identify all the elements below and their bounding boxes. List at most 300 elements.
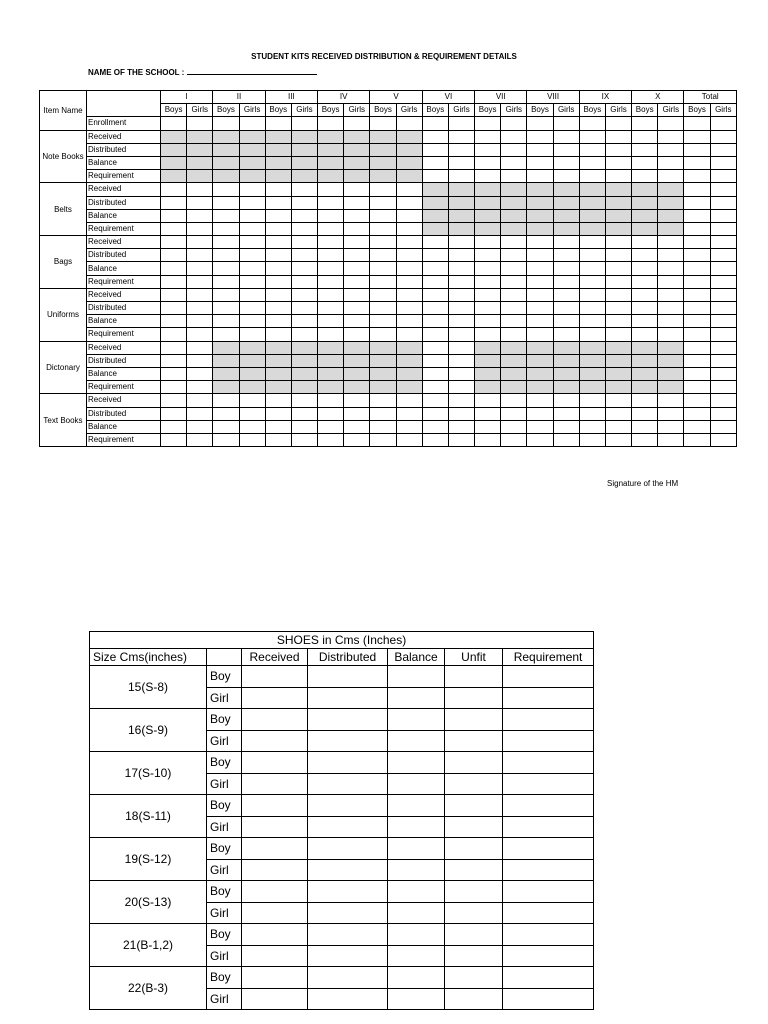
data-cell[interactable]	[239, 196, 265, 209]
data-cell[interactable]	[265, 236, 291, 249]
data-cell[interactable]	[318, 315, 344, 328]
data-cell[interactable]	[291, 433, 317, 446]
data-cell[interactable]	[579, 143, 605, 156]
shoes-cell[interactable]	[308, 881, 388, 903]
data-cell[interactable]	[370, 183, 396, 196]
data-cell[interactable]	[527, 275, 553, 288]
data-cell[interactable]	[475, 156, 501, 169]
data-cell[interactable]	[579, 275, 605, 288]
data-cell[interactable]	[501, 130, 527, 143]
data-cell[interactable]	[239, 433, 265, 446]
data-cell[interactable]	[475, 236, 501, 249]
data-cell[interactable]	[370, 275, 396, 288]
data-cell[interactable]	[422, 367, 448, 380]
data-cell[interactable]	[658, 143, 684, 156]
data-cell[interactable]	[161, 394, 187, 407]
shoes-cell[interactable]	[242, 752, 308, 774]
shoes-cell[interactable]	[503, 902, 594, 924]
data-cell[interactable]	[448, 143, 474, 156]
data-cell[interactable]	[344, 196, 370, 209]
data-cell[interactable]	[448, 341, 474, 354]
data-cell[interactable]	[396, 262, 422, 275]
data-cell[interactable]	[710, 328, 736, 341]
data-cell[interactable]	[684, 420, 710, 433]
data-cell[interactable]	[579, 328, 605, 341]
data-cell[interactable]	[239, 407, 265, 420]
data-cell[interactable]	[710, 236, 736, 249]
shoes-cell[interactable]	[308, 730, 388, 752]
data-cell[interactable]	[370, 249, 396, 262]
data-cell[interactable]	[291, 420, 317, 433]
data-cell[interactable]	[475, 433, 501, 446]
data-cell[interactable]	[161, 381, 187, 394]
data-cell[interactable]	[710, 354, 736, 367]
data-cell[interactable]	[553, 288, 579, 301]
data-cell[interactable]	[658, 433, 684, 446]
data-cell[interactable]	[632, 143, 658, 156]
data-cell[interactable]	[501, 315, 527, 328]
data-cell[interactable]	[213, 394, 239, 407]
data-cell[interactable]	[239, 249, 265, 262]
data-cell[interactable]	[370, 394, 396, 407]
data-cell[interactable]	[187, 328, 213, 341]
shoes-cell[interactable]	[445, 730, 503, 752]
shoes-cell[interactable]	[308, 859, 388, 881]
data-cell[interactable]	[605, 143, 631, 156]
shoes-cell[interactable]	[445, 967, 503, 989]
data-cell[interactable]	[396, 407, 422, 420]
data-cell[interactable]	[448, 130, 474, 143]
data-cell[interactable]	[239, 236, 265, 249]
data-cell[interactable]	[605, 262, 631, 275]
data-cell[interactable]	[579, 420, 605, 433]
data-cell[interactable]	[370, 236, 396, 249]
data-cell[interactable]	[213, 236, 239, 249]
enrollment-cell[interactable]	[265, 117, 291, 130]
data-cell[interactable]	[422, 262, 448, 275]
shoes-cell[interactable]	[242, 859, 308, 881]
shoes-cell[interactable]	[445, 988, 503, 1010]
data-cell[interactable]	[291, 183, 317, 196]
data-cell[interactable]	[710, 341, 736, 354]
data-cell[interactable]	[370, 196, 396, 209]
data-cell[interactable]	[291, 275, 317, 288]
enrollment-cell[interactable]	[291, 117, 317, 130]
shoes-cell[interactable]	[388, 902, 445, 924]
data-cell[interactable]	[658, 328, 684, 341]
data-cell[interactable]	[710, 315, 736, 328]
data-cell[interactable]	[318, 222, 344, 235]
data-cell[interactable]	[318, 275, 344, 288]
data-cell[interactable]	[658, 130, 684, 143]
data-cell[interactable]	[710, 420, 736, 433]
data-cell[interactable]	[187, 236, 213, 249]
data-cell[interactable]	[658, 394, 684, 407]
shoes-cell[interactable]	[242, 967, 308, 989]
data-cell[interactable]	[605, 156, 631, 169]
data-cell[interactable]	[161, 315, 187, 328]
data-cell[interactable]	[684, 156, 710, 169]
data-cell[interactable]	[501, 143, 527, 156]
data-cell[interactable]	[475, 288, 501, 301]
data-cell[interactable]	[527, 302, 553, 315]
shoes-cell[interactable]	[388, 816, 445, 838]
data-cell[interactable]	[501, 394, 527, 407]
shoes-cell[interactable]	[242, 838, 308, 860]
data-cell[interactable]	[605, 420, 631, 433]
data-cell[interactable]	[684, 381, 710, 394]
data-cell[interactable]	[710, 381, 736, 394]
shoes-cell[interactable]	[388, 773, 445, 795]
data-cell[interactable]	[684, 407, 710, 420]
data-cell[interactable]	[396, 275, 422, 288]
shoes-cell[interactable]	[388, 859, 445, 881]
shoes-cell[interactable]	[308, 838, 388, 860]
data-cell[interactable]	[605, 302, 631, 315]
data-cell[interactable]	[239, 315, 265, 328]
data-cell[interactable]	[448, 236, 474, 249]
enrollment-cell[interactable]	[448, 117, 474, 130]
data-cell[interactable]	[710, 183, 736, 196]
data-cell[interactable]	[396, 236, 422, 249]
data-cell[interactable]	[213, 183, 239, 196]
data-cell[interactable]	[291, 288, 317, 301]
shoes-cell[interactable]	[308, 666, 388, 688]
data-cell[interactable]	[632, 394, 658, 407]
data-cell[interactable]	[684, 143, 710, 156]
data-cell[interactable]	[684, 222, 710, 235]
shoes-cell[interactable]	[503, 773, 594, 795]
data-cell[interactable]	[684, 196, 710, 209]
data-cell[interactable]	[527, 420, 553, 433]
data-cell[interactable]	[527, 407, 553, 420]
data-cell[interactable]	[422, 381, 448, 394]
data-cell[interactable]	[684, 275, 710, 288]
shoes-cell[interactable]	[445, 666, 503, 688]
data-cell[interactable]	[265, 249, 291, 262]
data-cell[interactable]	[684, 170, 710, 183]
shoes-cell[interactable]	[308, 945, 388, 967]
data-cell[interactable]	[370, 433, 396, 446]
data-cell[interactable]	[318, 209, 344, 222]
shoes-cell[interactable]	[445, 859, 503, 881]
data-cell[interactable]	[422, 407, 448, 420]
data-cell[interactable]	[422, 328, 448, 341]
data-cell[interactable]	[475, 262, 501, 275]
data-cell[interactable]	[239, 222, 265, 235]
data-cell[interactable]	[422, 394, 448, 407]
shoes-cell[interactable]	[503, 816, 594, 838]
data-cell[interactable]	[344, 302, 370, 315]
data-cell[interactable]	[710, 302, 736, 315]
data-cell[interactable]	[501, 170, 527, 183]
data-cell[interactable]	[213, 262, 239, 275]
data-cell[interactable]	[501, 275, 527, 288]
data-cell[interactable]	[553, 328, 579, 341]
data-cell[interactable]	[658, 170, 684, 183]
shoes-cell[interactable]	[388, 945, 445, 967]
data-cell[interactable]	[553, 130, 579, 143]
data-cell[interactable]	[632, 433, 658, 446]
data-cell[interactable]	[161, 420, 187, 433]
data-cell[interactable]	[239, 288, 265, 301]
data-cell[interactable]	[475, 302, 501, 315]
data-cell[interactable]	[605, 249, 631, 262]
data-cell[interactable]	[396, 433, 422, 446]
data-cell[interactable]	[422, 170, 448, 183]
data-cell[interactable]	[344, 315, 370, 328]
data-cell[interactable]	[684, 341, 710, 354]
data-cell[interactable]	[370, 328, 396, 341]
data-cell[interactable]	[187, 394, 213, 407]
data-cell[interactable]	[265, 196, 291, 209]
data-cell[interactable]	[161, 196, 187, 209]
data-cell[interactable]	[710, 249, 736, 262]
data-cell[interactable]	[684, 209, 710, 222]
data-cell[interactable]	[318, 262, 344, 275]
data-cell[interactable]	[475, 143, 501, 156]
data-cell[interactable]	[658, 262, 684, 275]
data-cell[interactable]	[684, 262, 710, 275]
data-cell[interactable]	[475, 315, 501, 328]
data-cell[interactable]	[475, 394, 501, 407]
data-cell[interactable]	[291, 249, 317, 262]
enrollment-cell[interactable]	[422, 117, 448, 130]
data-cell[interactable]	[448, 275, 474, 288]
data-cell[interactable]	[422, 156, 448, 169]
shoes-cell[interactable]	[445, 687, 503, 709]
data-cell[interactable]	[553, 433, 579, 446]
shoes-cell[interactable]	[503, 795, 594, 817]
shoes-cell[interactable]	[445, 752, 503, 774]
data-cell[interactable]	[344, 433, 370, 446]
data-cell[interactable]	[161, 222, 187, 235]
data-cell[interactable]	[579, 156, 605, 169]
enrollment-cell[interactable]	[344, 117, 370, 130]
enrollment-cell[interactable]	[318, 117, 344, 130]
data-cell[interactable]	[213, 328, 239, 341]
data-cell[interactable]	[710, 156, 736, 169]
shoes-cell[interactable]	[503, 967, 594, 989]
data-cell[interactable]	[448, 381, 474, 394]
data-cell[interactable]	[161, 183, 187, 196]
shoes-cell[interactable]	[388, 709, 445, 731]
data-cell[interactable]	[710, 262, 736, 275]
data-cell[interactable]	[187, 341, 213, 354]
shoes-cell[interactable]	[242, 945, 308, 967]
shoes-cell[interactable]	[503, 988, 594, 1010]
data-cell[interactable]	[239, 183, 265, 196]
data-cell[interactable]	[684, 288, 710, 301]
data-cell[interactable]	[475, 249, 501, 262]
data-cell[interactable]	[318, 196, 344, 209]
shoes-cell[interactable]	[388, 881, 445, 903]
data-cell[interactable]	[161, 433, 187, 446]
data-cell[interactable]	[370, 420, 396, 433]
data-cell[interactable]	[161, 407, 187, 420]
data-cell[interactable]	[710, 130, 736, 143]
shoes-cell[interactable]	[503, 730, 594, 752]
data-cell[interactable]	[161, 262, 187, 275]
data-cell[interactable]	[422, 420, 448, 433]
shoes-cell[interactable]	[308, 752, 388, 774]
data-cell[interactable]	[396, 302, 422, 315]
data-cell[interactable]	[396, 249, 422, 262]
data-cell[interactable]	[187, 249, 213, 262]
shoes-cell[interactable]	[242, 881, 308, 903]
data-cell[interactable]	[684, 302, 710, 315]
shoes-cell[interactable]	[445, 709, 503, 731]
data-cell[interactable]	[710, 196, 736, 209]
data-cell[interactable]	[187, 262, 213, 275]
data-cell[interactable]	[684, 433, 710, 446]
shoes-cell[interactable]	[242, 924, 308, 946]
data-cell[interactable]	[265, 420, 291, 433]
data-cell[interactable]	[710, 170, 736, 183]
data-cell[interactable]	[527, 288, 553, 301]
data-cell[interactable]	[579, 394, 605, 407]
data-cell[interactable]	[291, 328, 317, 341]
data-cell[interactable]	[553, 156, 579, 169]
data-cell[interactable]	[710, 275, 736, 288]
data-cell[interactable]	[422, 249, 448, 262]
data-cell[interactable]	[448, 433, 474, 446]
data-cell[interactable]	[187, 196, 213, 209]
data-cell[interactable]	[553, 302, 579, 315]
data-cell[interactable]	[448, 367, 474, 380]
data-cell[interactable]	[318, 407, 344, 420]
data-cell[interactable]	[213, 222, 239, 235]
shoes-cell[interactable]	[388, 967, 445, 989]
data-cell[interactable]	[527, 170, 553, 183]
data-cell[interactable]	[684, 315, 710, 328]
data-cell[interactable]	[344, 288, 370, 301]
shoes-cell[interactable]	[445, 838, 503, 860]
data-cell[interactable]	[475, 328, 501, 341]
data-cell[interactable]	[344, 394, 370, 407]
data-cell[interactable]	[658, 249, 684, 262]
data-cell[interactable]	[684, 183, 710, 196]
data-cell[interactable]	[396, 328, 422, 341]
data-cell[interactable]	[318, 236, 344, 249]
data-cell[interactable]	[632, 156, 658, 169]
shoes-cell[interactable]	[503, 752, 594, 774]
data-cell[interactable]	[344, 249, 370, 262]
data-cell[interactable]	[213, 302, 239, 315]
data-cell[interactable]	[658, 156, 684, 169]
data-cell[interactable]	[161, 354, 187, 367]
data-cell[interactable]	[632, 130, 658, 143]
data-cell[interactable]	[318, 433, 344, 446]
data-cell[interactable]	[658, 288, 684, 301]
data-cell[interactable]	[161, 249, 187, 262]
data-cell[interactable]	[448, 262, 474, 275]
data-cell[interactable]	[579, 407, 605, 420]
data-cell[interactable]	[710, 433, 736, 446]
enrollment-cell[interactable]	[213, 117, 239, 130]
data-cell[interactable]	[448, 354, 474, 367]
shoes-cell[interactable]	[503, 666, 594, 688]
data-cell[interactable]	[684, 130, 710, 143]
data-cell[interactable]	[239, 328, 265, 341]
data-cell[interactable]	[370, 302, 396, 315]
data-cell[interactable]	[632, 328, 658, 341]
shoes-cell[interactable]	[242, 709, 308, 731]
data-cell[interactable]	[291, 394, 317, 407]
data-cell[interactable]	[579, 249, 605, 262]
data-cell[interactable]	[710, 367, 736, 380]
data-cell[interactable]	[527, 156, 553, 169]
data-cell[interactable]	[370, 288, 396, 301]
data-cell[interactable]	[318, 288, 344, 301]
data-cell[interactable]	[579, 288, 605, 301]
enrollment-cell[interactable]	[684, 117, 710, 130]
data-cell[interactable]	[684, 249, 710, 262]
data-cell[interactable]	[579, 433, 605, 446]
data-cell[interactable]	[291, 196, 317, 209]
data-cell[interactable]	[448, 156, 474, 169]
data-cell[interactable]	[527, 315, 553, 328]
data-cell[interactable]	[632, 249, 658, 262]
shoes-cell[interactable]	[445, 795, 503, 817]
shoes-cell[interactable]	[242, 687, 308, 709]
data-cell[interactable]	[632, 288, 658, 301]
data-cell[interactable]	[475, 407, 501, 420]
data-cell[interactable]	[265, 183, 291, 196]
data-cell[interactable]	[553, 236, 579, 249]
data-cell[interactable]	[632, 315, 658, 328]
data-cell[interactable]	[318, 302, 344, 315]
data-cell[interactable]	[370, 407, 396, 420]
shoes-cell[interactable]	[308, 773, 388, 795]
shoes-cell[interactable]	[388, 666, 445, 688]
data-cell[interactable]	[239, 209, 265, 222]
data-cell[interactable]	[265, 275, 291, 288]
data-cell[interactable]	[684, 236, 710, 249]
data-cell[interactable]	[448, 170, 474, 183]
data-cell[interactable]	[161, 209, 187, 222]
enrollment-cell[interactable]	[632, 117, 658, 130]
data-cell[interactable]	[213, 209, 239, 222]
data-cell[interactable]	[632, 262, 658, 275]
shoes-cell[interactable]	[242, 773, 308, 795]
data-cell[interactable]	[658, 315, 684, 328]
data-cell[interactable]	[213, 420, 239, 433]
data-cell[interactable]	[527, 262, 553, 275]
data-cell[interactable]	[239, 420, 265, 433]
data-cell[interactable]	[448, 328, 474, 341]
data-cell[interactable]	[422, 315, 448, 328]
data-cell[interactable]	[161, 341, 187, 354]
shoes-cell[interactable]	[503, 709, 594, 731]
data-cell[interactable]	[344, 222, 370, 235]
enrollment-cell[interactable]	[239, 117, 265, 130]
data-cell[interactable]	[710, 288, 736, 301]
shoes-cell[interactable]	[388, 752, 445, 774]
data-cell[interactable]	[422, 341, 448, 354]
data-cell[interactable]	[187, 209, 213, 222]
data-cell[interactable]	[658, 236, 684, 249]
data-cell[interactable]	[422, 354, 448, 367]
data-cell[interactable]	[318, 394, 344, 407]
data-cell[interactable]	[501, 288, 527, 301]
data-cell[interactable]	[370, 315, 396, 328]
data-cell[interactable]	[579, 302, 605, 315]
data-cell[interactable]	[396, 196, 422, 209]
data-cell[interactable]	[422, 143, 448, 156]
data-cell[interactable]	[265, 328, 291, 341]
data-cell[interactable]	[501, 328, 527, 341]
